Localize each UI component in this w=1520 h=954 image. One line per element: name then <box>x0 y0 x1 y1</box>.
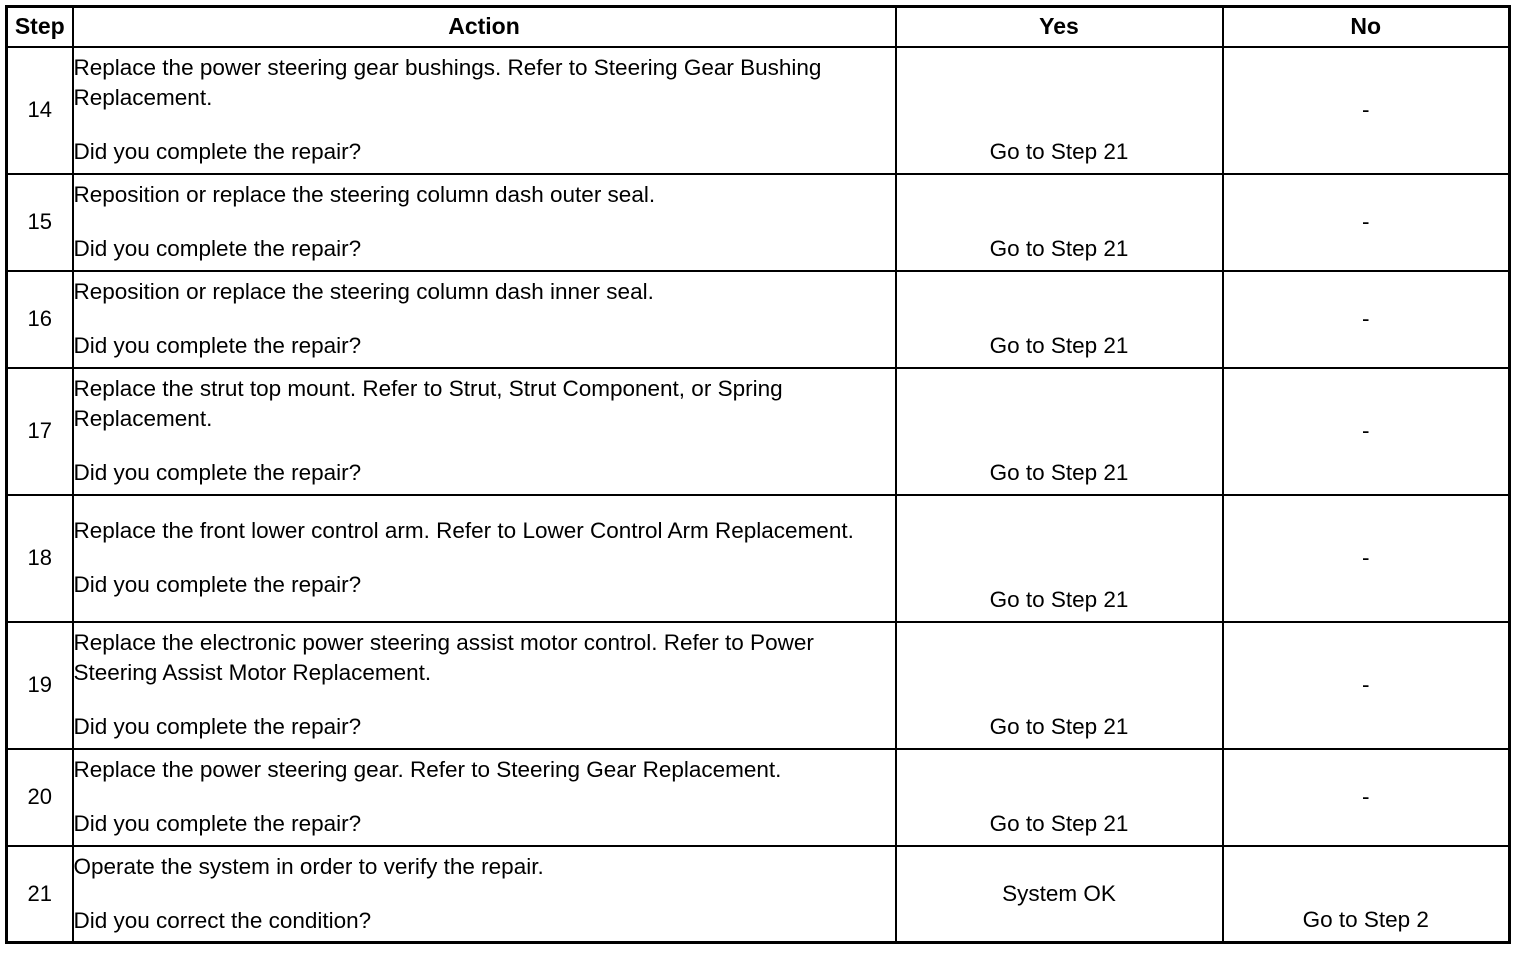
header-no: No <box>1223 7 1510 47</box>
step-number: 15 <box>7 174 73 271</box>
no-cell <box>1223 271 1510 368</box>
header-step: Step <box>7 7 73 47</box>
action-cell <box>73 47 896 174</box>
action-text: Reposition or replace the steering column dash inner seal. <box>73 279 654 304</box>
table-row <box>7 622 1510 749</box>
yes-cell <box>896 174 1223 271</box>
table-row <box>7 174 1510 271</box>
step-number: 17 <box>7 368 73 495</box>
action-cell <box>73 271 896 368</box>
action-text: Replace the electronic power steering assist motor control. Refer to Power Steering Assist Motor Replacement. <box>73 630 814 685</box>
diagnostic-table <box>5 5 1511 944</box>
table-row <box>7 47 1510 174</box>
no-result: - <box>1362 418 1370 443</box>
step-number: 20 <box>7 749 73 846</box>
no-cell <box>1223 749 1510 846</box>
no-result: - <box>1362 97 1370 122</box>
action-cell <box>73 749 896 846</box>
yes-result: Go to Step 21 <box>989 235 1129 261</box>
action-cell <box>73 846 896 943</box>
table-row <box>7 495 1510 622</box>
action-cell <box>73 495 896 622</box>
action-question: Did you complete the repair? <box>73 714 362 739</box>
no-result: - <box>1362 306 1370 331</box>
yes-cell <box>896 368 1223 495</box>
yes-cell <box>896 749 1223 846</box>
action-text: Replace the power steering gear bushings. Refer to Steering Gear Bushing Replacement. <box>73 55 822 110</box>
step-number: 18 <box>7 495 73 622</box>
yes-result: Go to Step 21 <box>989 713 1129 739</box>
no-result: - <box>1362 784 1370 809</box>
no-cell <box>1223 368 1510 495</box>
action-text: Replace the front lower control arm. Refer to Lower Control Arm Replacement. <box>73 518 854 543</box>
step-number: 16 <box>7 271 73 368</box>
action-text: Operate the system in order to verify the repair. <box>73 853 544 879</box>
yes-cell <box>896 271 1223 368</box>
step-number: 21 <box>7 846 73 943</box>
action-question: Did you complete the repair? <box>73 333 362 358</box>
action-question: Did you complete the repair? <box>73 460 362 485</box>
action-text: Replace the power steering gear. Refer to Steering Gear Replacement. <box>73 757 782 782</box>
action-text: Replace the strut top mount. Refer to Strut, Strut Component, or Spring Replacement. <box>73 376 783 431</box>
yes-cell <box>896 47 1223 174</box>
header-yes: Yes <box>896 7 1223 47</box>
yes-cell <box>896 495 1223 622</box>
action-text: Reposition or replace the steering column dash outer seal. <box>73 182 656 207</box>
action-question: Did you complete the repair? <box>73 236 362 261</box>
table-row <box>7 749 1510 846</box>
no-cell <box>1223 495 1510 622</box>
no-cell <box>1223 622 1510 749</box>
yes-result: Go to Step 21 <box>989 138 1129 164</box>
table-row <box>7 271 1510 368</box>
yes-result: Go to Step 21 <box>989 810 1129 836</box>
action-question: Did you complete the repair? <box>73 572 362 597</box>
step-number: 19 <box>7 622 73 749</box>
yes-result: Go to Step 21 <box>989 459 1129 485</box>
action-question: Did you correct the condition? <box>73 907 372 933</box>
no-result: - <box>1362 672 1370 697</box>
no-result: Go to Step 2 <box>1302 907 1429 932</box>
table-row <box>7 368 1510 495</box>
action-cell <box>73 368 896 495</box>
yes-result: System OK <box>1002 880 1116 906</box>
action-cell <box>73 174 896 271</box>
no-result: - <box>1362 209 1370 234</box>
no-result: - <box>1362 545 1370 570</box>
yes-cell <box>896 846 1223 943</box>
action-cell <box>73 622 896 749</box>
yes-result: Go to Step 21 <box>989 586 1129 612</box>
no-cell <box>1223 174 1510 271</box>
header-action: Action <box>73 7 896 47</box>
action-question: Did you complete the repair? <box>73 139 362 164</box>
yes-cell <box>896 622 1223 749</box>
no-cell <box>1223 47 1510 174</box>
yes-result: Go to Step 21 <box>989 332 1129 358</box>
table-row <box>7 846 1510 943</box>
no-cell <box>1223 846 1510 943</box>
step-number: 14 <box>7 47 73 174</box>
action-question: Did you complete the repair? <box>73 811 362 836</box>
header-row <box>7 7 1510 47</box>
